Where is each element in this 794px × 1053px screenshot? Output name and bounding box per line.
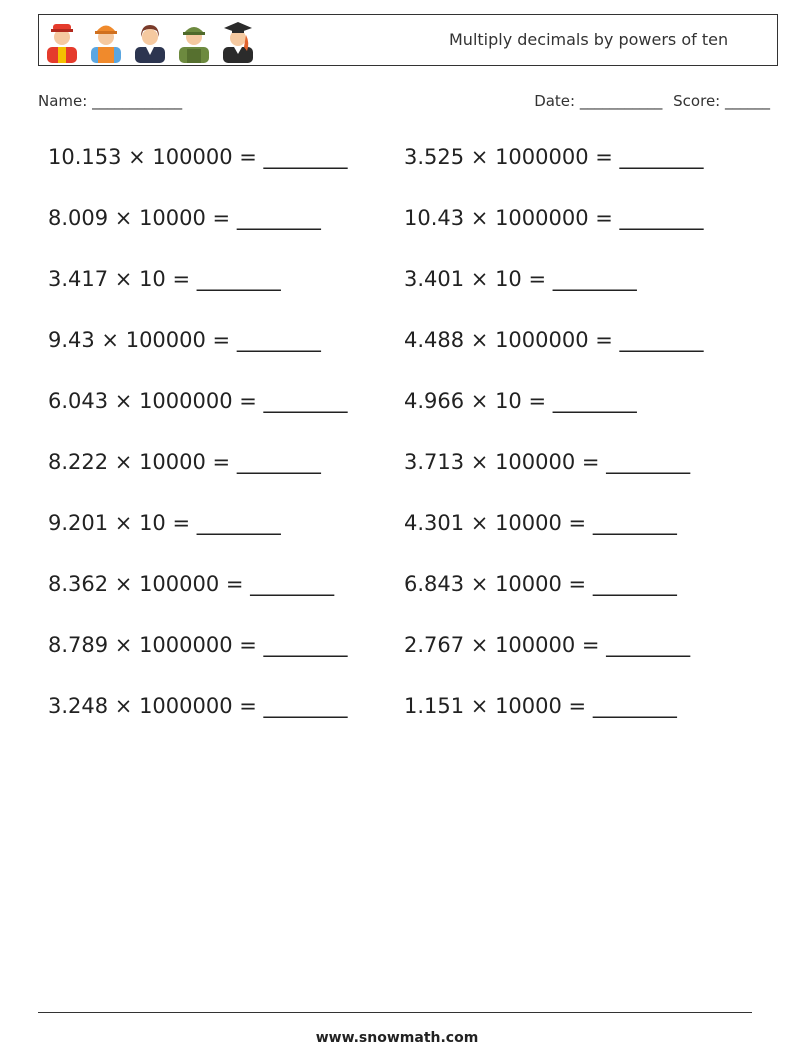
problem-row bbox=[48, 389, 768, 450]
name-field: Name: ____________ bbox=[38, 92, 183, 110]
builder-icon bbox=[87, 17, 125, 63]
problem-item: 4.301 × 10000 = ________ bbox=[404, 511, 677, 535]
date-score-fields bbox=[528, 92, 770, 110]
soldier-icon bbox=[175, 17, 213, 63]
problem-item: 1.151 × 10000 = ________ bbox=[404, 694, 677, 718]
problem-row bbox=[48, 145, 768, 206]
problem-item: 3.525 × 1000000 = ________ bbox=[404, 145, 704, 169]
score-field: Score: ______ bbox=[673, 92, 770, 110]
problem-item: 6.843 × 10000 = ________ bbox=[404, 572, 677, 596]
worksheet-title: Multiply decimals by powers of ten bbox=[449, 30, 729, 49]
problem-row bbox=[48, 267, 768, 328]
problem-item: 8.009 × 10000 = ________ bbox=[48, 206, 321, 230]
problem-row bbox=[48, 511, 768, 572]
problem-item: 8.222 × 10000 = ________ bbox=[48, 450, 321, 474]
problem-item: 4.488 × 1000000 = ________ bbox=[404, 328, 704, 352]
problem-row bbox=[48, 328, 768, 389]
footer-site: www.snowmath.com bbox=[315, 1030, 479, 1046]
problem-item: 9.201 × 10 = ________ bbox=[48, 511, 281, 535]
problem-item: 4.966 × 10 = ________ bbox=[404, 389, 637, 413]
problem-item: 8.362 × 100000 = ________ bbox=[48, 572, 335, 596]
firefighter-icon bbox=[43, 17, 81, 63]
problem-grid bbox=[48, 145, 768, 755]
problem-item: 3.417 × 10 = ________ bbox=[48, 267, 281, 291]
graduate-icon bbox=[219, 17, 257, 63]
problem-item: 9.43 × 100000 = ________ bbox=[48, 328, 321, 352]
problem-item: 3.248 × 1000000 = ________ bbox=[48, 694, 348, 718]
problem-row bbox=[48, 206, 768, 267]
worksheet-header bbox=[38, 14, 778, 66]
problem-row bbox=[48, 450, 768, 511]
problem-item: 10.153 × 100000 = ________ bbox=[48, 145, 348, 169]
problem-row bbox=[48, 694, 768, 755]
woman-icon bbox=[131, 17, 169, 63]
footer-divider bbox=[38, 1012, 752, 1013]
problem-item: 3.713 × 100000 = ________ bbox=[404, 450, 691, 474]
avatar-strip bbox=[43, 17, 257, 63]
problem-item: 2.767 × 100000 = ________ bbox=[404, 633, 691, 657]
problem-row bbox=[48, 633, 768, 694]
problem-item: 6.043 × 1000000 = ________ bbox=[48, 389, 348, 413]
problem-row bbox=[48, 572, 768, 633]
problem-item: 8.789 × 1000000 = ________ bbox=[48, 633, 348, 657]
date-field: Date: ___________ bbox=[534, 92, 663, 110]
problem-item: 3.401 × 10 = ________ bbox=[404, 267, 637, 291]
problem-item: 10.43 × 1000000 = ________ bbox=[404, 206, 704, 230]
